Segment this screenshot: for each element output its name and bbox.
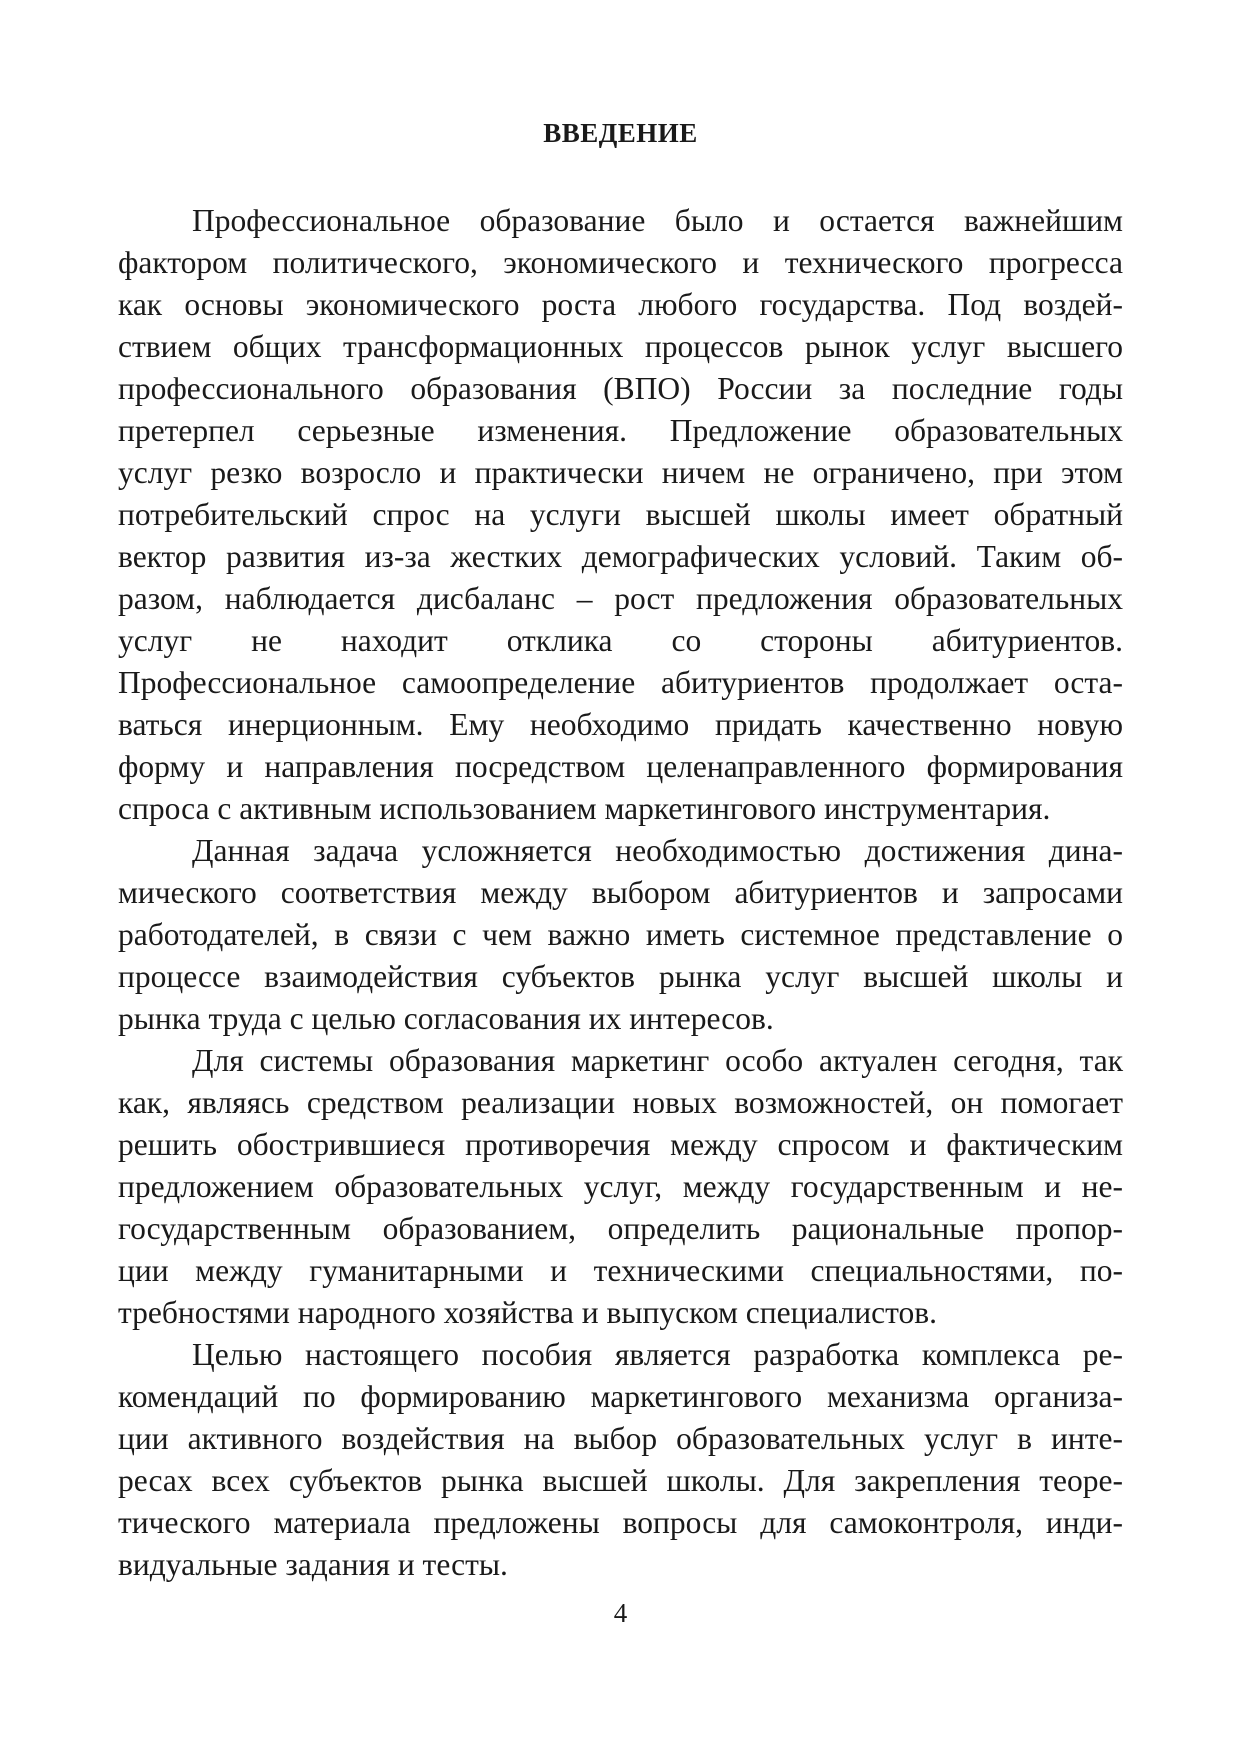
text-line: тического материала предложены вопросы для самоконтроля, инди- [118,1505,1123,1540]
text-line: Для системы образования маркетинг особо актуален сегодня, так [192,1043,1123,1078]
text-line: государственным образованием, определить рациональные пропор- [118,1211,1123,1246]
text-line: претерпел серьезные изменения. Предложение образовательных [118,413,1123,448]
text-line: услуг не находит отклика со стороны абитуриентов. [118,623,1123,658]
text-line: работодателей, в связи с чем важно иметь системное представление о [118,917,1123,952]
text-line: ции активного воздействия на выбор образовательных услуг в инте- [118,1421,1123,1456]
text-line: услуг резко возросло и практически ничем не ограничено, при этом [118,455,1123,490]
text-line: профессионального образования (ВПО) России за последние годы [118,371,1123,406]
text-line: рынка труда с целью согласования их интересов. [118,1001,774,1036]
body-text [118,200,1123,1586]
text-line: спроса с активным использованием маркетингового инструментария. [118,791,1051,826]
text-line: ресах всех субъектов рынка высшей школы. Для закрепления теоре- [118,1463,1123,1498]
text-line: ствием общих трансформационных процессов рынок услуг высшего [118,329,1123,364]
paragraph-4 [118,1334,1123,1586]
paragraph-1 [118,200,1123,830]
text-line: потребительский спрос на услуги высшей школы имеет обратный [118,497,1123,532]
text-line: вектор развития из-за жестких демографических условий. Таким об- [118,539,1123,574]
text-line: процессе взаимодействия субъектов рынка услуг высшей школы и [118,959,1123,994]
text-line: требностями народного хозяйства и выпуском специалистов. [118,1295,937,1330]
text-line: предложением образовательных услуг, между государственным и не- [118,1169,1123,1204]
paragraph-3 [118,1040,1123,1334]
page-title: ВВЕДЕНИЕ [543,118,698,148]
paragraph-2 [118,830,1123,1040]
text-line: фактором политического, экономического и технического прогресса [118,245,1123,280]
text-line: видуальные задания и тесты. [118,1547,508,1582]
text-line: разом, наблюдается дисбаланс – рост предложения образовательных [118,581,1123,616]
text-line: форму и направления посредством целенаправленного формирования [118,749,1123,784]
text-line: решить обострившиеся противоречия между спросом и фактическим [118,1127,1123,1162]
text-line: Профессиональное образование было и остается важнейшим [192,203,1123,238]
text-line: как, являясь средством реализации новых возможностей, он помогает [118,1085,1123,1120]
text-line: как основы экономического роста любого государства. Под воздей- [118,287,1123,322]
text-line: Данная задача усложняется необходимостью достижения дина- [192,833,1123,868]
text-line: Профессиональное самоопределение абитуриентов продолжает оста- [118,665,1123,700]
text-line: ваться инерционным. Ему необходимо придать качественно новую [118,707,1123,742]
text-line: комендаций по формированию маркетингового механизма организа- [118,1379,1123,1414]
text-line: Целью настоящего пособия является разработка комплекса ре- [192,1337,1123,1372]
text-line: мического соответствия между выбором абитуриентов и запросами [118,875,1123,910]
text-line: ции между гуманитарными и техническими специальностями, по- [118,1253,1123,1288]
page-number: 4 [613,1598,628,1628]
